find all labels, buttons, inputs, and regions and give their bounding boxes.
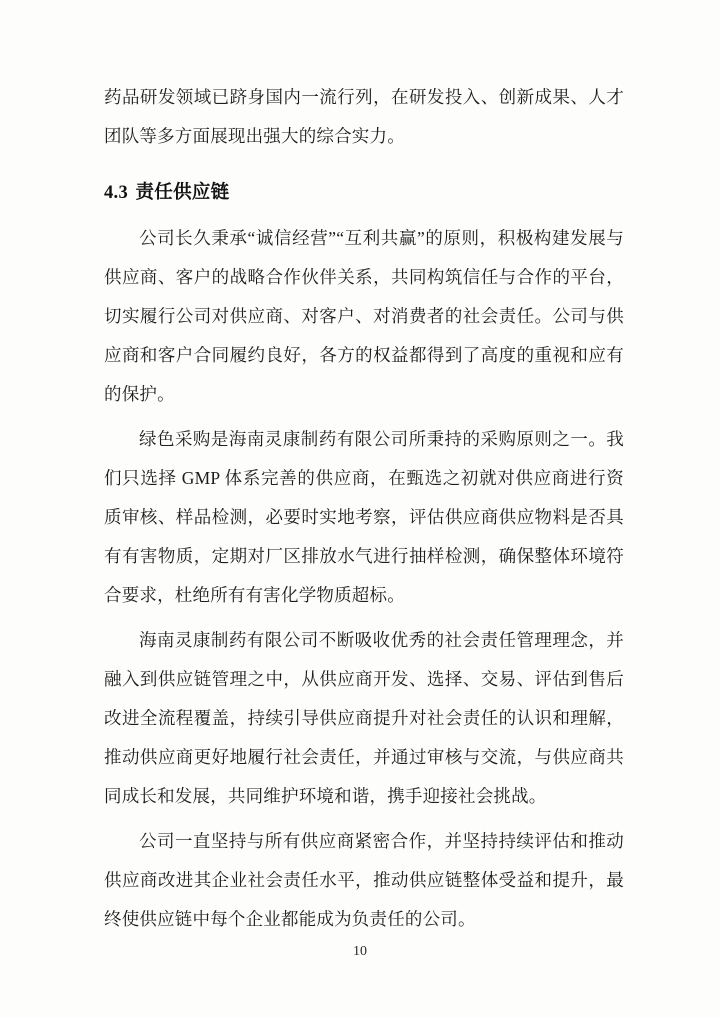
section-title: 责任供应链 bbox=[135, 181, 230, 202]
paragraph-responsible-supply-chain-1: 公司长久秉承“诚信经营”“互利共赢”的原则，积极构建发展与供应商、客户的战略合作伙伴关系，共同构筑信任与合作的平台，切实履行公司对供应商、对客户、对消费者的社会责任。公司与供应商和客户合同履约良好，各方的权益都得到了高度的重视和应有的保护。 bbox=[104, 228, 624, 404]
document-body bbox=[104, 78, 624, 939]
section-number: 4.3 bbox=[104, 183, 129, 203]
section-heading bbox=[104, 174, 624, 211]
paragraph-continued: 药品研发领域已跻身国内一流行列，在研发投入、创新成果、人才团队等多方面展现出强大的综合实力。 bbox=[104, 87, 624, 146]
page-number: 10 bbox=[353, 944, 367, 959]
paragraph-supplier-cooperation: 公司一直坚持与所有供应商紧密合作，并坚持持续评估和推动供应商改进其企业社会责任水平，推动供应链整体受益和提升，最终使供应链中每个企业都能成为负责任的公司。 bbox=[104, 831, 624, 929]
paragraph-green-procurement: 绿色采购是海南灵康制药有限公司所秉持的采购原则之一。我们只选择 GMP 体系完善的供应商，在甄选之初就对供应商进行资质审核、样品检测，必要时实地考察，评估供应商供应物料是否具有有害物质，定期对厂区排放水气进行抽样检测，确保整体环境符合要求，杜绝所有有害化学物质超标。 bbox=[104, 429, 624, 605]
paragraph-supplier-management: 海南灵康制药有限公司不断吸收优秀的社会责任管理理念，并融入到供应链管理之中，从供应商开发、选择、交易、评估到售后改进全流程覆盖，持续引导供应商提升对社会责任的认识和理解，推动供应商更好地履行社会责任，并通过审核与交流，与供应商共同成长和发展，共同维护环境和谐，携手迎接社会挑战。 bbox=[104, 630, 624, 806]
